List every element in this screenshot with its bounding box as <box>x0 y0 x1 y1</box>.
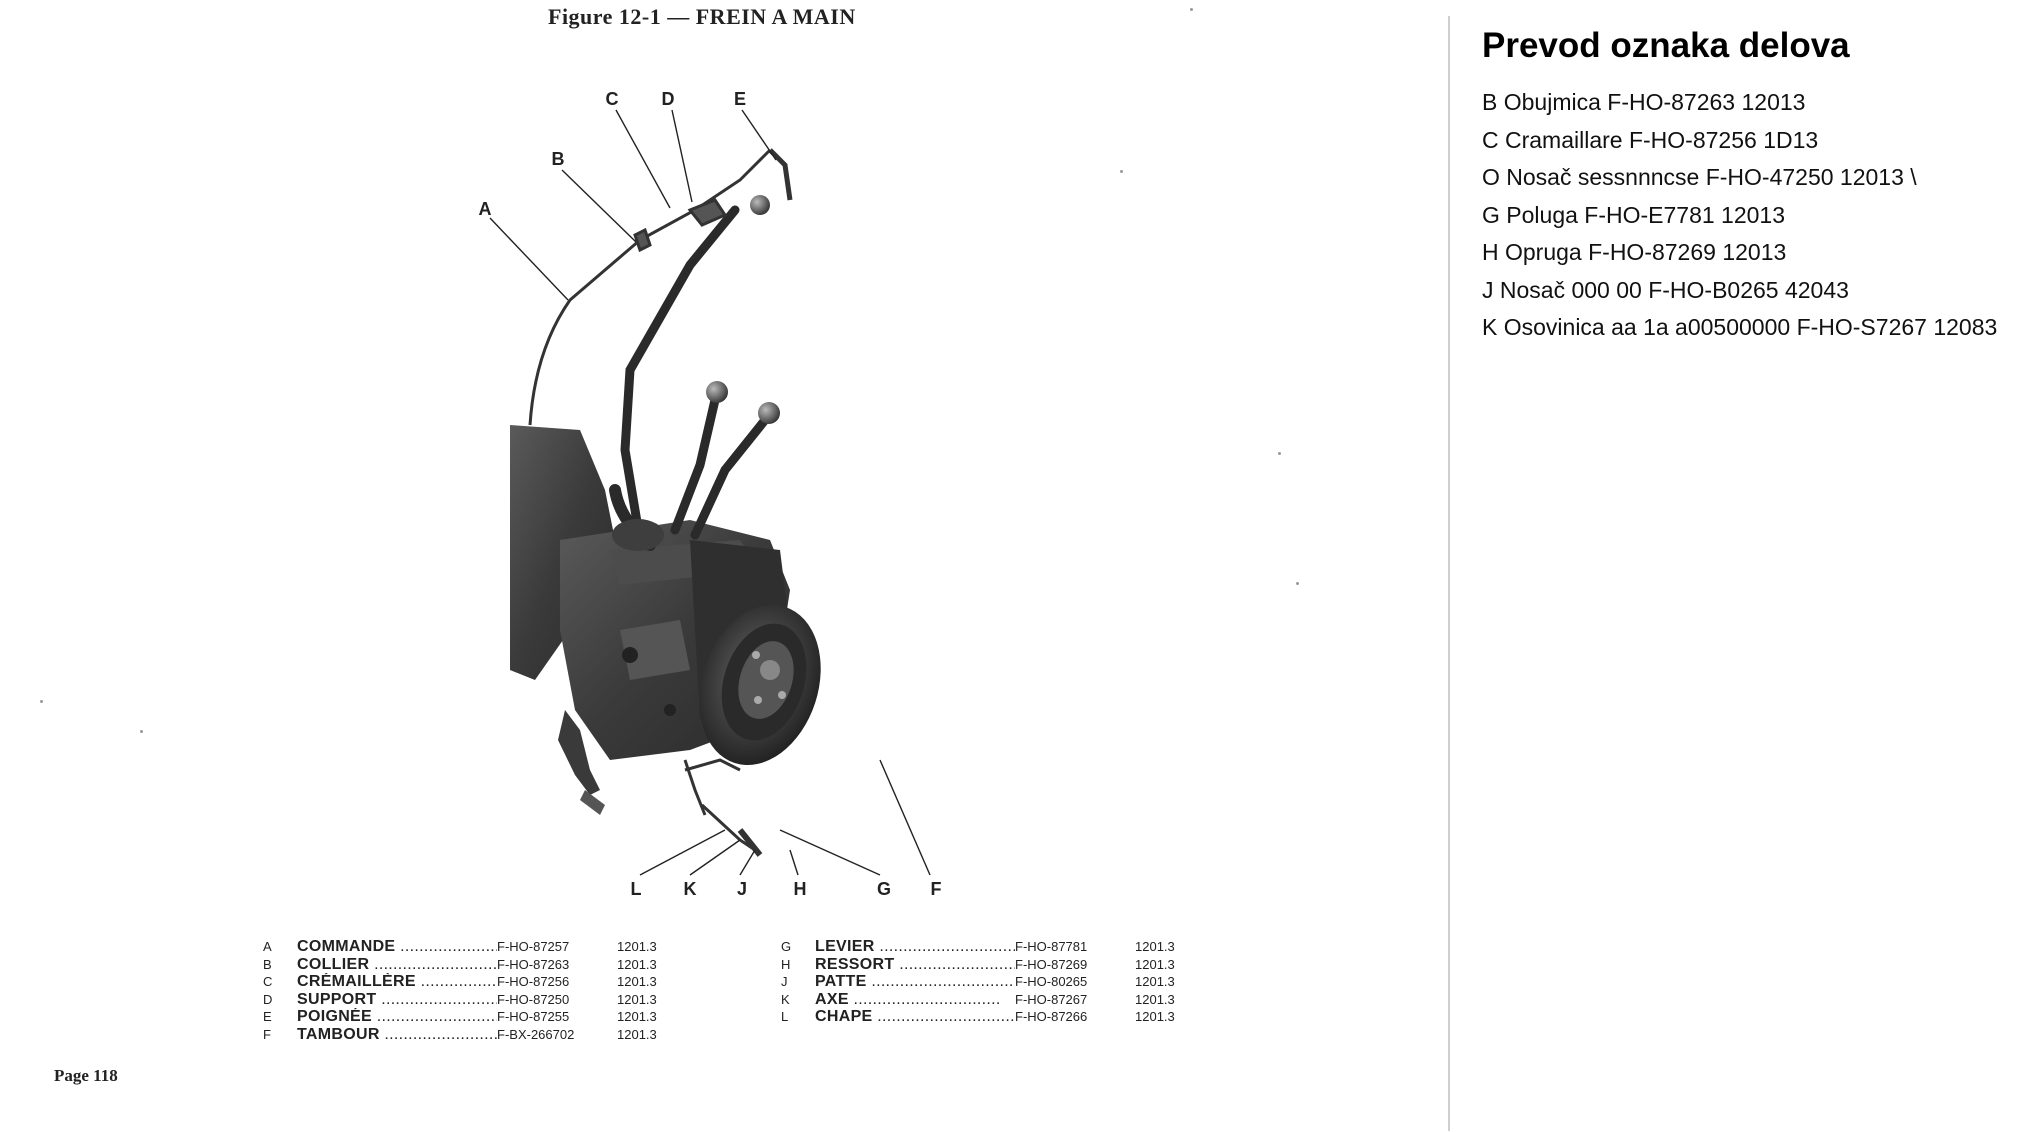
translation-item: B Obujmica F-HO-87263 12013 <box>1482 89 1806 115</box>
part-value: 1201.3 <box>617 974 657 989</box>
callout-a: A <box>478 199 492 219</box>
callout-b: B <box>551 149 565 169</box>
lever-knob <box>706 381 728 403</box>
part-value: 1201.3 <box>617 991 657 1007</box>
translation-item: H Opruga F-HO-87269 12013 <box>1482 239 1787 265</box>
parts-row <box>263 1026 677 1044</box>
part-name: COLLIER ..... <box>297 956 497 974</box>
part-code: F-HO-87263 <box>497 956 570 972</box>
part-letter: G <box>781 939 792 954</box>
part-value: 1201.3 <box>1135 974 1175 989</box>
part-value: 1201.3 <box>617 1009 657 1024</box>
part-value: 1201.3 <box>617 939 657 954</box>
part-letter: J <box>781 974 788 989</box>
translation-item: K Osovinica aa 1a a00500000 F-HO-S7267 12083 <box>1482 314 1998 340</box>
scan-speck <box>1120 170 1123 173</box>
part-code: F-HO-87266 <box>1015 1009 1088 1024</box>
part-letter: B <box>263 956 272 972</box>
part-name: AXE ..... <box>815 991 1015 1009</box>
part-value: 1201.3 <box>1135 939 1175 954</box>
translation-title: Prevod oznaka delova <box>1482 26 1850 65</box>
part-letter: K <box>781 991 790 1007</box>
scan-speck <box>1190 8 1193 11</box>
part-name: RESSORT ..... <box>815 956 1015 974</box>
gear-levers <box>615 210 765 545</box>
translation-list <box>1482 84 2022 347</box>
figure-title: Figure 12-1 — FREIN A MAIN <box>548 4 856 29</box>
callout-k: K <box>683 879 697 899</box>
callout-h: H <box>793 879 807 899</box>
parts-table-right <box>781 938 1195 1026</box>
part-code: F-BX-266702 <box>497 1026 575 1042</box>
part-letter: H <box>781 956 791 972</box>
parts-row <box>263 938 677 956</box>
scan-speck <box>40 700 43 703</box>
parts-table-left <box>263 938 677 1043</box>
callout-e: E <box>733 89 747 109</box>
part-name: CRÉMAILLÈRE ..... <box>297 973 497 991</box>
scan-speck <box>1296 582 1299 585</box>
part-code: F-HO-87267 <box>1015 991 1088 1007</box>
callout-c: C <box>605 89 619 109</box>
part-letter: A <box>263 939 272 954</box>
lever-boot <box>612 519 664 551</box>
part-letter: L <box>781 1009 789 1024</box>
callout-l: L <box>630 879 642 899</box>
scan-speck <box>140 730 143 733</box>
part-letter: D <box>263 991 273 1007</box>
translation-item: C Cramaillare F-HO-87256 1D13 <box>1482 126 1819 153</box>
parts-row <box>263 991 677 1009</box>
lever-knob <box>750 195 770 215</box>
part-value: 1201.3 <box>1135 1009 1175 1024</box>
part-letter: F <box>263 1026 271 1042</box>
part-value: 1201.3 <box>617 956 657 972</box>
parts-row <box>781 973 1195 991</box>
parts-row <box>781 956 1195 974</box>
part-letter: E <box>263 1009 272 1024</box>
parts-row <box>263 956 677 974</box>
parts-row <box>263 1008 677 1026</box>
parts-row <box>263 973 677 991</box>
parts-row <box>781 991 1195 1009</box>
part-code: F-HO-80265 <box>1015 974 1088 989</box>
part-name: POIGNÉE ..... <box>297 1008 497 1026</box>
callout-g: G <box>876 879 892 899</box>
part-value: 1201.3 <box>1135 991 1175 1007</box>
part-name: PATTE ..... <box>815 973 1015 991</box>
part-name: TAMBOUR ..... <box>297 1026 497 1044</box>
callout-j: J <box>736 879 748 899</box>
part-name: CHAPE ..... <box>815 1008 1015 1026</box>
part-code: F-HO-87781 <box>1015 939 1088 954</box>
translation-item: J Nosač 000 00 F-HO-B0265 42043 <box>1482 276 1849 303</box>
lever-knob <box>758 402 780 424</box>
part-code: F-HO-87256 <box>497 974 570 989</box>
callout-d: D <box>661 89 675 109</box>
part-code: F-HO-87250 <box>497 991 570 1007</box>
part-letter: C <box>263 974 273 989</box>
parts-row <box>781 938 1195 956</box>
part-code: F-HO-87269 <box>1015 956 1088 972</box>
part-code: F-HO-87257 <box>497 939 570 954</box>
column-divider <box>1448 16 1450 1131</box>
part-name: LEVIER ..... <box>815 938 1015 956</box>
part-code: F-HO-87255 <box>497 1009 570 1024</box>
callout-f: F <box>930 879 942 899</box>
page-number: Page 118 <box>54 1066 118 1085</box>
part-name: SUPPORT ..... <box>297 991 497 1009</box>
translation-item: G Poluga F-HO-E7781 12013 <box>1482 201 1786 228</box>
part-value: 1201.3 <box>617 1026 657 1042</box>
part-value: 1201.3 <box>1135 956 1175 972</box>
translation-item: O Nosač sessnnncse F-HO-47250 12013 \ <box>1482 164 1917 190</box>
scan-speck <box>1278 452 1281 455</box>
parts-row <box>781 1008 1195 1026</box>
handbrake-diagram <box>440 70 980 900</box>
part-name: COMMANDE ..... <box>297 938 497 956</box>
brake-linkage <box>685 760 760 855</box>
translation-panel <box>1482 22 2022 347</box>
